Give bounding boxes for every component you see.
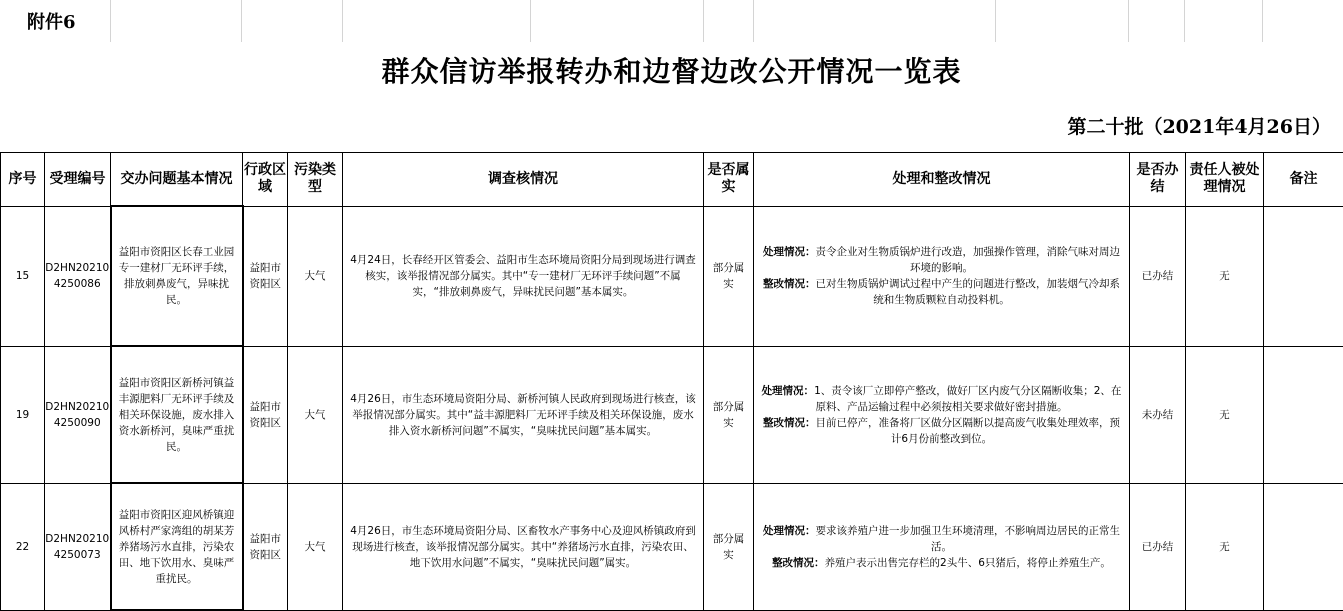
cell-investigation: 4月26日，市生态环境局资阳分局、区畜牧水产事务中心及迎风桥镇政府到现场进行核查，该举报情况部分属实。其中“养猪场污水直排，污染农田、地下饮用水问题”不属实，“臭味扰民问题”属实。 — [343, 483, 704, 610]
cell-closed: 已办结 — [1130, 483, 1186, 610]
header-accountability: 责任人被处理情况 — [1186, 153, 1264, 207]
cell-verified: 部分属实 — [704, 483, 754, 610]
cell-accountability: 无 — [1186, 346, 1264, 483]
handling-label: 处理情况： — [763, 246, 816, 258]
header-verified: 是否属实 — [704, 153, 754, 207]
cell-case-no: D2HN202104250086 — [45, 206, 111, 346]
handling-label: 处理情况： — [763, 525, 816, 537]
cell-rectification — [754, 483, 1130, 610]
handling-label: 处理情况： — [762, 385, 815, 397]
cell-issue: 益阳市资阳区新桥河镇益丰源肥料厂无环评手续及相关环保设施，废水排入资水新桥河，臭味严重扰民。 — [111, 346, 243, 483]
cell-seq: 22 — [1, 483, 45, 610]
header-case-no: 受理编号 — [45, 153, 111, 207]
disclosure-table — [0, 152, 1343, 611]
cell-accountability: 无 — [1186, 483, 1264, 610]
cell-seq: 15 — [1, 206, 45, 346]
cell-rectification — [754, 346, 1130, 483]
cell-remarks — [1264, 206, 1343, 346]
table-row — [1, 346, 1343, 483]
header-closed: 是否办结 — [1130, 153, 1186, 207]
cell-investigation: 4月24日，长春经开区管委会、益阳市生态环境局资阳分局到现场进行调查核实，该举报情况部分属实。其中“专一建材厂无环评手续问题”不属实，“排放刺鼻废气，异味扰民问题”基本属实。 — [343, 206, 704, 346]
attachment-label: 附件6 — [27, 8, 76, 34]
rectify-label: 整改情况： — [763, 417, 816, 429]
page-title: 群众信访举报转办和边督边改公开情况一览表 — [381, 50, 961, 90]
rectify-label: 整改情况： — [772, 557, 825, 569]
rectify-label: 整改情况： — [763, 278, 816, 290]
header-remarks: 备注 — [1264, 153, 1343, 207]
cell-region: 益阳市资阳区 — [243, 346, 288, 483]
batch-row — [0, 98, 1343, 152]
cell-accountability: 无 — [1186, 206, 1264, 346]
cell-investigation: 4月26日，市生态环境局资阳分局、新桥河镇人民政府到现场进行核查，该举报情况部分属实。其中“益丰源肥料厂无环评手续及相关环保设施，废水排入资水新桥河问题”不属实，“臭味扰民问题”基本属实。 — [343, 346, 704, 483]
rectify-text: 已对生物质锅炉调试过程中产生的问题进行整改，加装烟气冷却系统和生物质颗粒自动投料机。 — [816, 278, 1121, 306]
cell-verified: 部分属实 — [704, 346, 754, 483]
cell-case-no: D2HN202104250090 — [45, 346, 111, 483]
header-region: 行政区域 — [243, 153, 288, 207]
cell-pollution: 大气 — [288, 206, 343, 346]
cell-region: 益阳市资阳区 — [243, 483, 288, 610]
cell-issue: 益阳市资阳区迎风桥镇迎风桥村严家湾组的胡某芳养猪场污水直排，污染农田、地下饮用水、臭味严重扰民。 — [111, 483, 243, 610]
table-row — [1, 206, 1343, 346]
table-row — [1, 483, 1343, 610]
cell-verified: 部分属实 — [704, 206, 754, 346]
title-row — [0, 42, 1343, 98]
handling-text: 1、责令该厂立即停产整改，做好厂区内废气分区隔断收集；2、在原料、产品运输过程中必须按相关要求做好密封措施。 — [814, 385, 1121, 413]
cell-region: 益阳市资阳区 — [243, 206, 288, 346]
header-issue: 交办问题基本情况 — [111, 153, 243, 207]
cell-closed: 未办结 — [1130, 346, 1186, 483]
header-rectification: 处理和整改情况 — [754, 153, 1130, 207]
handling-text: 要求该养殖户进一步加强卫生环境清理，不影响周边居民的正常生活。 — [816, 525, 1121, 553]
header-seq: 序号 — [1, 153, 45, 207]
cell-closed: 已办结 — [1130, 206, 1186, 346]
batch-date: 第二十批（2021年4月26日） — [1067, 112, 1331, 139]
cell-remarks — [1264, 346, 1343, 483]
rectify-text: 目前已停产，准备将厂区做分区隔断以提高废气收集处理效率，预计6月份前整改到位。 — [816, 417, 1121, 445]
rectify-text: 养殖户表示出售完存栏的2头牛、6只猪后，将停止养殖生产。 — [825, 557, 1111, 569]
cell-remarks — [1264, 483, 1343, 610]
cell-pollution: 大气 — [288, 346, 343, 483]
cell-case-no: D2HN202104250073 — [45, 483, 111, 610]
handling-text: 责令企业对生物质锅炉进行改造，加强操作管理，消除气味对周边环境的影响。 — [816, 246, 1121, 274]
header-investigation: 调查核情况 — [343, 153, 704, 207]
cell-rectification — [754, 206, 1130, 346]
cell-seq: 19 — [1, 346, 45, 483]
header-pollution: 污染类型 — [288, 153, 343, 207]
cell-issue: 益阳市资阳区长春工业园专一建材厂无环评手续，排放刺鼻废气，异味扰民。 — [111, 206, 243, 346]
cell-pollution: 大气 — [288, 483, 343, 610]
table-header-row — [1, 153, 1343, 207]
